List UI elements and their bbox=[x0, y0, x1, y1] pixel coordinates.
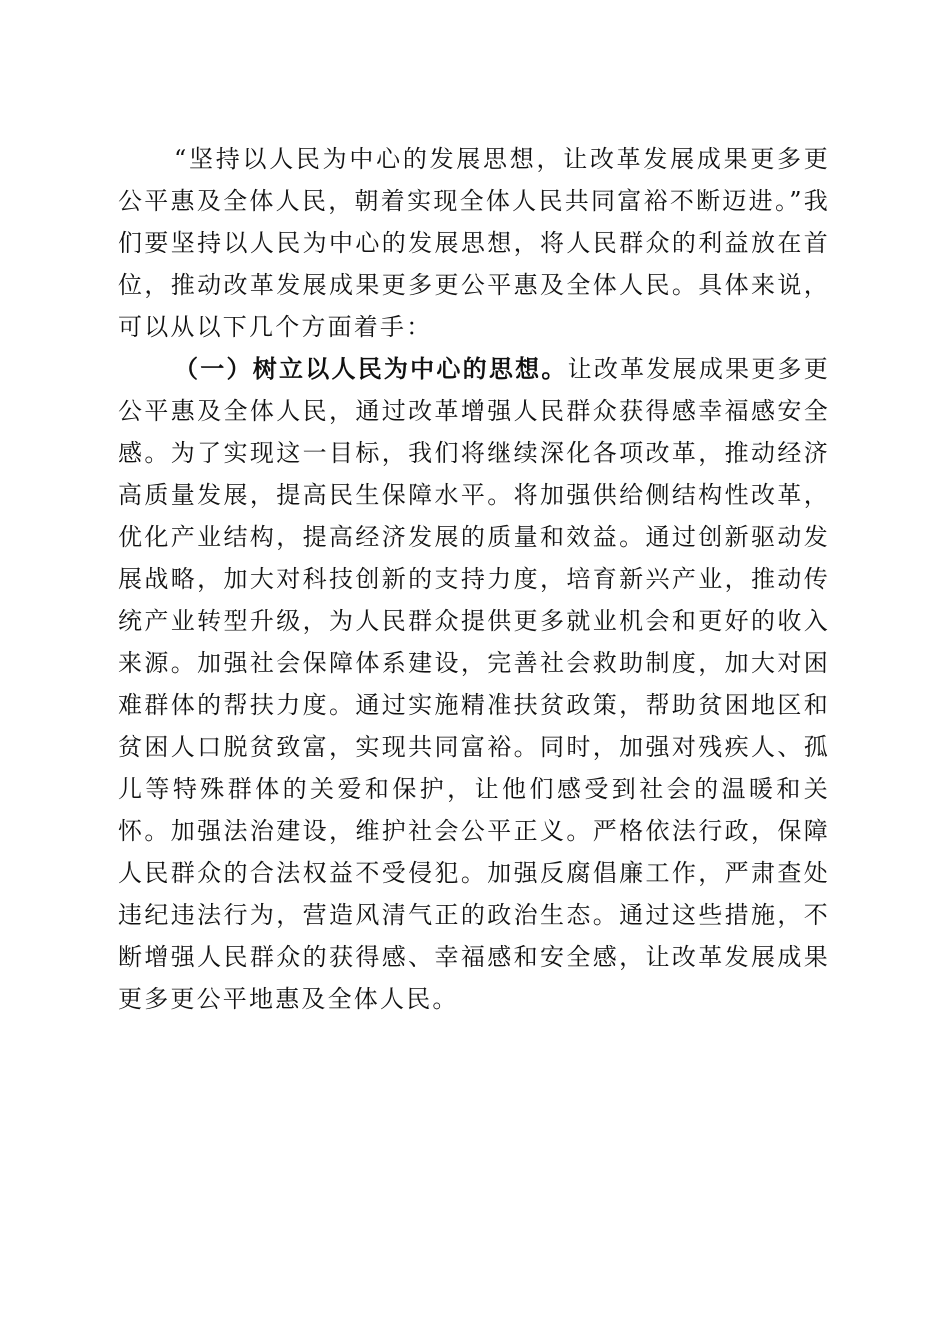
intro-paragraph bbox=[118, 138, 830, 348]
section-one-body-text: 让改革发展成果更多更公平惠及全体人民，通过改革增强人民群众获得感幸福感安全感。为了实现这一目标，我们将继续深化各项改革，推动经济高质量发展，提高民生保障水平。将加强供给侧结构性改革，优化产业结构，提高经济发展的质量和效益。通过创新驱动发展战略，加大对科技创新的支持力度，培育新兴产业，推动传统产业转型升级，为人民群众提供更多就业机会和更好的收入来源。加强社会保障体系建设，完善社会救助制度，加大对困难群体的帮扶力度。通过实施精准扶贫政策，帮助贫困地区和贫困人口脱贫致富，实现共同富裕。同时，加强对残疾人、孤儿等特殊群体的关爱和保护，让他们感受到社会的温暖和关怀。加强法治建设，维护社会公平正义。严格依法行政，保障人民群众的合法权益不受侵犯。加强反腐倡廉工作，严肃查处违纪违法行为，营造风清气正的政治生态。通过这些措施，不断增强人民群众的获得感、幸福感和安全感，让改革发展成果更多更公平地惠及全体人民。 bbox=[118, 355, 830, 1013]
section-one-paragraph bbox=[118, 348, 830, 1020]
intro-paragraph-text: “坚持以人民为中心的发展思想，让改革发展成果更多更公平惠及全体人民，朝着实现全体人民共同富裕不断迈进。”我们要坚持以人民为中心的发展思想，将人民群众的利益放在首位，推动改革发展成果更多更公平惠及全体人民。具体来说，可以从以下几个方面着手： bbox=[118, 145, 830, 341]
section-one-heading: （一）树立以人民为中心的思想。 bbox=[174, 354, 568, 383]
document-body bbox=[118, 138, 830, 1020]
